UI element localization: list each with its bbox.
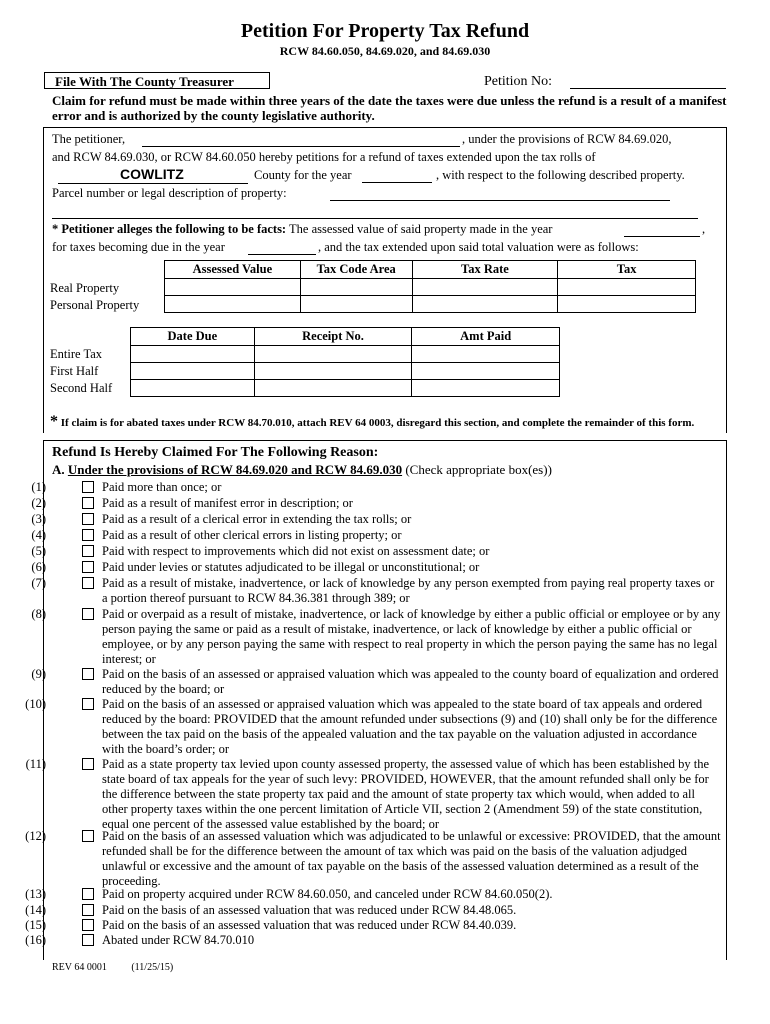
reason-text: Paid more than once; or bbox=[102, 480, 222, 494]
abated-text: If claim is for abated taxes under RCW 84.70.010, attach REV 64 0003, disregard this section, and complete the remainder of this form. bbox=[60, 417, 695, 429]
reason-text: Paid as a result of manifest error in description; or bbox=[102, 496, 353, 510]
reason-checkbox[interactable] bbox=[82, 698, 94, 710]
reason-checkbox[interactable] bbox=[82, 481, 94, 493]
taxes-due-label: for taxes becoming due in the year bbox=[52, 240, 225, 254]
first-amt-cell[interactable] bbox=[412, 363, 560, 380]
reason-checkbox[interactable] bbox=[82, 513, 94, 525]
reason-text: Paid as a result of a clerical error in extending the tax rolls; or bbox=[102, 512, 412, 526]
col-tax: Tax bbox=[558, 261, 696, 279]
reason-text: Paid on the basis of an assessed valuation which was adjudicated to be unlawful or excessive: PROVIDED, that the amount refunded shall be for the difference between the amount of tax which was paid on the basis of the valuation adjudged unlawful or excessive and the amount of tax payable on the basis of the assessed valuation determined as a result of the proceeding. bbox=[102, 829, 721, 888]
col-tax-rate: Tax Rate bbox=[412, 261, 558, 279]
section-a-instruction: (Check appropriate box(es)) bbox=[402, 462, 552, 477]
reason-number: (7) bbox=[31, 576, 46, 590]
personal-tca-cell[interactable] bbox=[300, 296, 412, 313]
reason-text: Paid as a result of other clerical errors in listing property; or bbox=[102, 528, 402, 542]
reason-number: (8) bbox=[31, 607, 46, 621]
facts-label: * Petitioner alleges the following to be facts: bbox=[52, 222, 287, 236]
reason-text: Paid on the basis of an assessed valuation that was reduced under RCW 84.48.065. bbox=[102, 903, 517, 917]
reason-checkbox[interactable] bbox=[82, 561, 94, 573]
reason-text: Abated under RCW 84.70.010 bbox=[102, 933, 255, 947]
reason-text: Paid with respect to improvements which did not exist on assessment date; or bbox=[102, 544, 490, 558]
real-rate-cell[interactable] bbox=[412, 279, 558, 296]
second-half-label: Second Half bbox=[50, 381, 113, 395]
entire-tax-label: Entire Tax bbox=[50, 347, 103, 361]
county-field[interactable] bbox=[58, 183, 248, 184]
section-border bbox=[726, 440, 727, 960]
reason-number: (9) bbox=[31, 667, 46, 681]
col-date-due: Date Due bbox=[131, 328, 255, 346]
abated-star: * bbox=[50, 413, 58, 430]
reason-number: (3) bbox=[31, 512, 46, 526]
form-title: Petition For Property Tax Refund bbox=[240, 20, 530, 42]
col-tax-code-area: Tax Code Area bbox=[300, 261, 412, 279]
reason-number: (16) bbox=[25, 933, 46, 947]
reason-text: Paid on property acquired under RCW 84.60.050, and canceled under RCW 84.60.050(2). bbox=[102, 887, 553, 901]
reason-text: Paid under levies or statutes adjudicated to be illegal or unconstitutional; or bbox=[102, 560, 480, 574]
reason-number: (13) bbox=[25, 887, 46, 901]
first-half-label: First Half bbox=[50, 364, 99, 378]
provisions-text: , under the provisions of RCW 84.69.020, bbox=[462, 132, 672, 146]
entire-receipt-cell[interactable] bbox=[254, 346, 412, 363]
second-amt-cell[interactable] bbox=[412, 380, 560, 397]
section-a-title: Under the provisions of RCW 84.69.020 and RCW 84.69.030 bbox=[67, 462, 403, 477]
form-subtitle: RCW 84.60.050, 84.69.020, and 84.69.030 bbox=[279, 44, 491, 58]
reason-number: (10) bbox=[25, 697, 46, 711]
reason-checkbox[interactable] bbox=[82, 904, 94, 916]
county-year-label: County for the year bbox=[254, 168, 352, 182]
reason-number: (14) bbox=[25, 903, 46, 917]
second-date-cell[interactable] bbox=[131, 380, 255, 397]
petitioner-name-field[interactable] bbox=[142, 146, 460, 147]
reason-number: (4) bbox=[31, 528, 46, 542]
petitioner-label: The petitioner, bbox=[52, 132, 126, 146]
parcel-label: Parcel number or legal description of property: bbox=[52, 186, 287, 200]
abated-note bbox=[50, 413, 694, 431]
reason-text: Paid on the basis of an assessed or appraised valuation which was appealed to the state board of tax appeals and ordered reduced by the board: PROVIDED that the amount refunded under subsections (9) and (10) shall only be for the difference between the tax paid on the basis of the appealed valuation and the tax payable on the valuation adjusted in accordance with the board’s order; or bbox=[102, 697, 718, 756]
first-date-cell[interactable] bbox=[131, 363, 255, 380]
reason-text: Paid on the basis of an assessed valuation that was reduced under RCW 84.40.039. bbox=[102, 918, 517, 932]
table-row bbox=[165, 296, 696, 313]
section-a-prefix: A. bbox=[52, 462, 68, 477]
reason-number: (6) bbox=[31, 560, 46, 574]
reason-number: (11) bbox=[25, 757, 46, 771]
petition-no-field[interactable] bbox=[570, 88, 726, 89]
reason-checkbox[interactable] bbox=[82, 934, 94, 946]
parcel-field[interactable] bbox=[330, 200, 670, 201]
table-row bbox=[131, 380, 560, 397]
reason-number: (1) bbox=[31, 480, 46, 494]
table-row bbox=[165, 279, 696, 296]
form-number: REV 64 0001 bbox=[52, 962, 107, 973]
reason-checkbox[interactable] bbox=[82, 608, 94, 620]
reason-text: Paid on the basis of an assessed or appraised valuation which was appealed to the county board of equalization and ordered reduced by the board; or bbox=[102, 667, 719, 696]
col-receipt-no: Receipt No. bbox=[254, 328, 412, 346]
personal-assessed-cell[interactable] bbox=[165, 296, 301, 313]
file-with-label: File With The County Treasurer bbox=[44, 72, 270, 89]
real-tca-cell[interactable] bbox=[300, 279, 412, 296]
reason-text: Paid as a state property tax levied upon county assessed property, the assessed value of which has been established by the state board of tax appeals for the year of such levy: PROVIDED, HOWEVER, that the amount refunded shall only be for the difference between the state property tax paid and the amount of state property tax which would, when added to all other property taxes within the one percent limitation of Article VII, section 2 (Amendment 59) of the state constitution, equal one percent of the assessed value established by the board; or bbox=[102, 757, 710, 831]
assessed-comma: , bbox=[702, 222, 706, 236]
col-amt-paid: Amt Paid bbox=[412, 328, 560, 346]
valuation-table bbox=[164, 260, 696, 313]
refund-section-a bbox=[52, 462, 552, 478]
refund-heading: Refund Is Hereby Claimed For The Following Reason: bbox=[52, 445, 379, 460]
second-receipt-cell[interactable] bbox=[254, 380, 412, 397]
form-footer bbox=[52, 962, 173, 973]
table-row bbox=[131, 363, 560, 380]
reason-text: Paid or overpaid as a result of mistake, inadvertence, or lack of knowledge by either a public official or employee or by any person paying the same or paid as a result of mistake, inadvertence, or lack of knowledge by either a public official or employee, or by any person paying the same with respect to real property in which the person paying the same has no legal interest; or bbox=[102, 607, 721, 666]
reason-checkbox[interactable] bbox=[82, 529, 94, 541]
real-tax-cell[interactable] bbox=[558, 279, 696, 296]
form-date: (11/25/15) bbox=[131, 962, 174, 973]
petition-no-label: Petition No: bbox=[484, 74, 553, 89]
reason-text: Paid as a result of mistake, inadvertence, or lack of knowledge by any person exempted from paying real property taxes or a portion thereof pursuant to RCW 84.36.381 through 389; or bbox=[102, 576, 715, 605]
reason-checkbox[interactable] bbox=[82, 919, 94, 931]
personal-property-label: Personal Property bbox=[50, 298, 140, 312]
facts-line bbox=[52, 222, 552, 237]
assessed-text: The assessed value of said property made in the year bbox=[289, 222, 553, 236]
respect-text: , with respect to the following described property. bbox=[436, 168, 685, 182]
parcel-field-line2[interactable] bbox=[52, 218, 698, 219]
entire-amt-cell[interactable] bbox=[412, 346, 560, 363]
reason-checkbox[interactable] bbox=[82, 577, 94, 589]
col-assessed-value: Assessed Value bbox=[165, 261, 301, 279]
table-row bbox=[131, 346, 560, 363]
reason-checkbox[interactable] bbox=[82, 830, 94, 842]
reason-checkbox[interactable] bbox=[82, 668, 94, 680]
due-year-field[interactable] bbox=[248, 254, 316, 255]
extended-text: , and the tax extended upon said total valuation were as follows: bbox=[318, 240, 639, 254]
tax-year-field[interactable] bbox=[362, 182, 432, 183]
reason-checkbox[interactable] bbox=[82, 497, 94, 509]
reason-number: (5) bbox=[31, 544, 46, 558]
claim-deadline-note: Claim for refund must be made within three years of the date the taxes were due unless the refund is a result of a manifest error and is authorized by the county legislative authority. bbox=[52, 93, 727, 123]
reason-checkbox[interactable] bbox=[82, 888, 94, 900]
reason-checkbox[interactable] bbox=[82, 545, 94, 557]
payment-table bbox=[130, 327, 560, 397]
personal-tax-cell[interactable] bbox=[558, 296, 696, 313]
entire-date-cell[interactable] bbox=[131, 346, 255, 363]
section-border bbox=[726, 127, 727, 433]
county-value: COWLITZ bbox=[120, 166, 184, 182]
first-receipt-cell[interactable] bbox=[254, 363, 412, 380]
reason-number: (12) bbox=[25, 829, 46, 843]
reason-checkbox[interactable] bbox=[82, 758, 94, 770]
personal-rate-cell[interactable] bbox=[412, 296, 558, 313]
real-assessed-cell[interactable] bbox=[165, 279, 301, 296]
reason-number: (15) bbox=[25, 918, 46, 932]
petition-text: and RCW 84.69.030, or RCW 84.60.050 hereby petitions for a refund of taxes extended upon the tax rolls of bbox=[52, 150, 596, 164]
assessed-year-field[interactable] bbox=[624, 236, 700, 237]
reason-number: (2) bbox=[31, 496, 46, 510]
real-property-label: Real Property bbox=[50, 281, 120, 295]
